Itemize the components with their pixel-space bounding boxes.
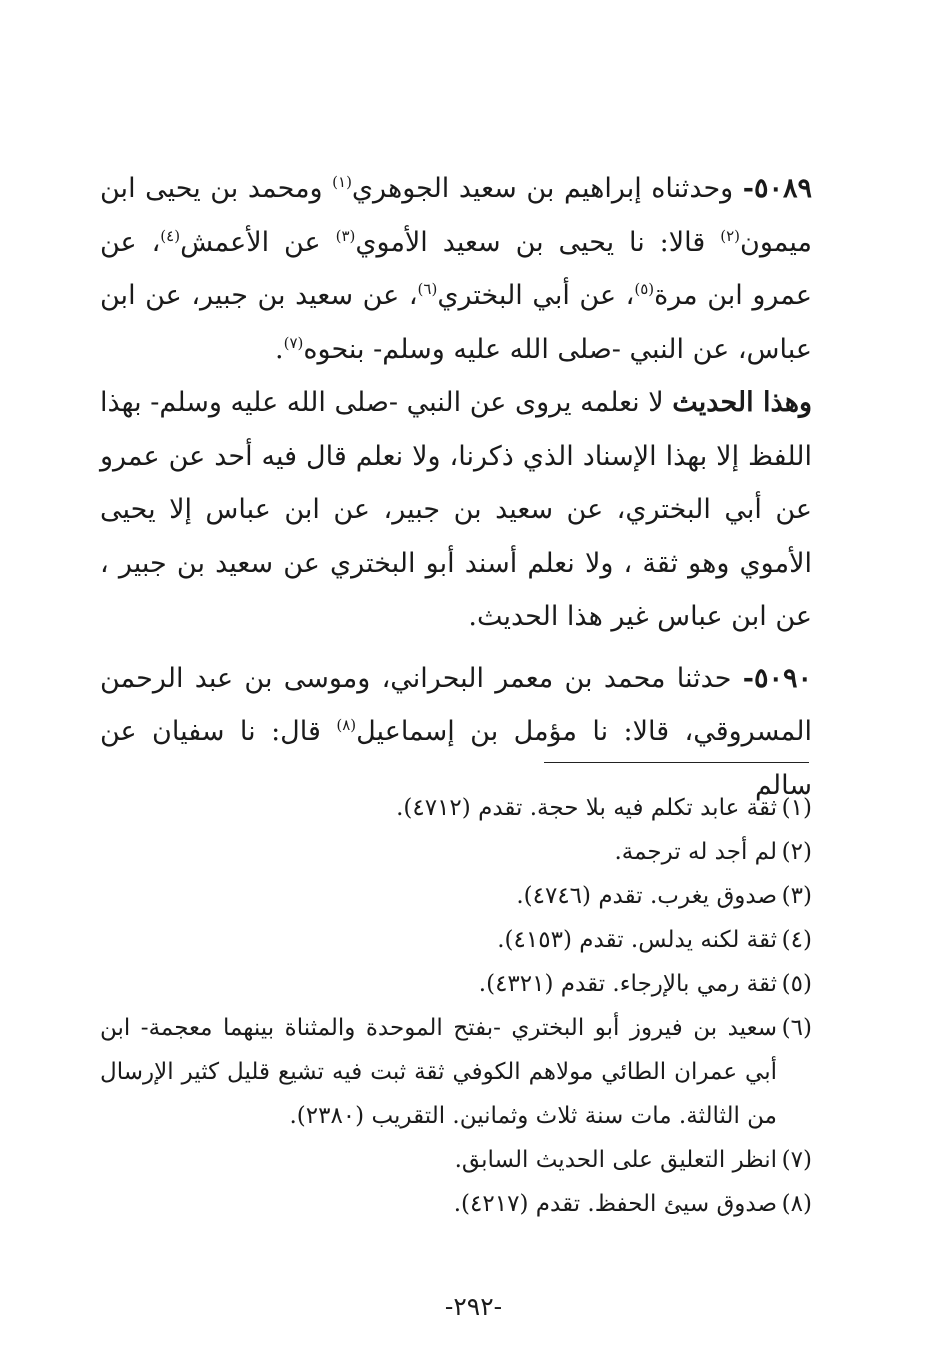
hadith-number: ٥٠٨٩- [742, 173, 813, 204]
footnote-number: (٨) [781, 1191, 812, 1217]
footnote-text: ثقة لكنه يدلس. تقدم (٤١٥٣). [497, 927, 777, 953]
footnote-8 [100, 1182, 812, 1226]
footnote-divider [544, 762, 809, 763]
footnote-text: سعيد بن فيروز أبو البختري -بفتح الموحدة والمثناة بينهما معجمة- ابن أبي عمران الطائي مولاهم الكوفي ثقة ثبت فيه تشيع قليل كثير الإرسال من الثالثة. مات سنة ثلاث وثمانين. التقريب (٢٣٨٠). [100, 1015, 777, 1129]
footnote-6 [100, 1006, 812, 1138]
footnote-number: (٤) [781, 927, 812, 953]
hadith-number: ٥٠٩٠- [742, 662, 812, 694]
footnote-1 [100, 786, 812, 830]
page-number: -٢٩٢- [444, 1292, 503, 1321]
commentary-paragraph [100, 376, 812, 644]
hadith-text: حدثنا محمد بن معمر البحراني، وموسى بن عبد الرحمن المسروقي، قالا: نا مؤمل بن إسماعيل [100, 662, 812, 747]
footnote-5 [100, 962, 812, 1006]
footnotes [100, 786, 812, 1226]
footnote-text: صدوق سيئ الحفظ. تقدم (٤٢١٧). [453, 1191, 777, 1217]
footnote-number: (٦) [781, 1015, 812, 1041]
hadith-text: عن الأعمش [180, 226, 336, 258]
commentary-text: لا نعلمه يروى عن النبي -صلى الله عليه وسلم- بهذا اللفظ إلا بهذا الإسناد الذي ذكرنا، ولا نعلم قال فيه أحد عن عمرو عن أبي البختري، عن سعيد بن جبير، عن ابن عباس إلا يحيى الأموي وهو ثقة ، ولا نعلم أسند أبو البختري عن سعيد بن جبير ، عن ابن عباس غير هذا الحديث. [100, 387, 812, 632]
footnote-number: (٢) [781, 839, 812, 865]
footnote-text: ثقة عابد تكلم فيه بلا حجة. تقدم (٤٧١٢). [396, 795, 777, 821]
hadith-text: . [275, 333, 284, 365]
hadith-text: قالا: نا يحيى بن سعيد الأموي [355, 226, 721, 258]
hadith-text: قال: نا سفيان عن سالم [100, 716, 812, 801]
footnote-number: (٥) [781, 971, 812, 997]
hadith-text: ، عن أبي البختري [437, 280, 635, 311]
footnote-number: (٣) [781, 883, 812, 909]
hadith-text: وحدثناه إبراهيم بن سعيد الجوهري [351, 173, 743, 204]
footnote-text: انظر التعليق على الحديث السابق. [454, 1147, 777, 1173]
footnote-2 [100, 830, 812, 874]
hadith-text: ومحمد بن يحيى ابن ميمون [100, 173, 812, 258]
footnote-3 [100, 874, 812, 918]
footnote-ref-1[interactable]: (١) [332, 173, 352, 191]
footnote-ref-2[interactable]: (٢) [720, 226, 740, 245]
main-text [100, 162, 812, 812]
footnote-number: (٧) [781, 1147, 812, 1173]
footnote-ref-3[interactable]: (٣) [335, 226, 356, 245]
commentary-lead: وهذا الحديث [672, 387, 812, 418]
footnote-number: (١) [781, 795, 812, 821]
footnote-ref-7[interactable]: (٧) [283, 333, 304, 352]
footnote-text: صدوق يغرب. تقدم (٤٧٤٦). [516, 883, 777, 909]
footnote-7 [100, 1138, 812, 1182]
footnote-text: ثقة رمي بالإرجاء. تقدم (٤٣٢١). [478, 971, 777, 997]
footnote-4 [100, 918, 812, 962]
footnote-ref-8[interactable]: (٨) [336, 716, 357, 734]
footnote-ref-4[interactable]: (٤) [160, 226, 181, 245]
footnote-text: لم أجد له ترجمة. [614, 839, 777, 865]
hadith-5089 [100, 162, 812, 376]
footnote-ref-5[interactable]: (٥) [634, 280, 655, 298]
hadith-text: ، عن عمرو ابن مرة [100, 226, 812, 311]
hadith-text: ، عن سعيد بن جبير، عن ابن عباس، عن النبي -صلى الله عليه وسلم- بنحوه [100, 280, 812, 365]
footnote-ref-6[interactable]: (٦) [417, 280, 438, 298]
